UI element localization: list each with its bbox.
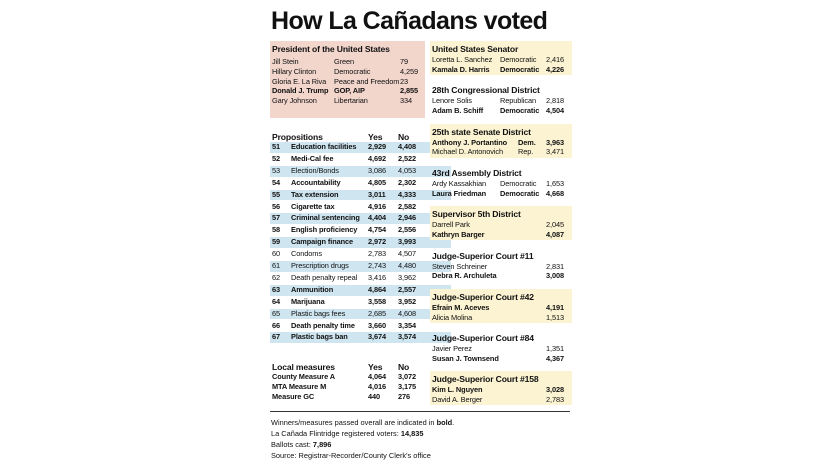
local-measure-row	[270, 372, 451, 382]
race-box	[430, 248, 572, 282]
proposition-name: Education facilities	[291, 142, 357, 151]
proposition-no: 2,557	[398, 284, 416, 294]
candidate-row	[432, 344, 570, 354]
proposition-name: Prescription drugs	[291, 261, 349, 270]
proposition-name: Death penalty repeal	[291, 272, 358, 282]
proposition-no: 2,582	[398, 201, 416, 211]
race-header: 43rd Assembly District	[432, 167, 522, 178]
candidate-votes: 2,818	[546, 96, 564, 106]
candidate-row	[432, 106, 570, 116]
race-box	[430, 124, 572, 158]
candidate-name: Susan J. Townsend	[432, 353, 499, 363]
candidate-row	[432, 354, 570, 364]
candidate-name: Gloria E. La Riva	[272, 76, 327, 86]
race-box	[430, 206, 572, 240]
race-box	[430, 82, 572, 116]
candidate-row	[272, 57, 423, 67]
candidate-row	[432, 303, 570, 313]
candidate-name: Donald J. Trump	[272, 86, 329, 96]
candidate-name: Kamala D. Harris	[432, 64, 490, 74]
local-header: Local measures	[272, 362, 335, 372]
proposition-number: 65	[272, 308, 281, 318]
proposition-yes: 3,416	[368, 272, 386, 282]
proposition-yes: 2,743	[368, 261, 386, 270]
proposition-yes: 2,783	[368, 249, 386, 259]
candidate-name: Gary Johnson	[272, 96, 317, 106]
race-rows	[432, 385, 570, 405]
measure-no: 3,072	[398, 372, 416, 381]
measure-yes: 4,064	[368, 372, 386, 381]
candidate-name: Michael D. Antonovich	[432, 147, 504, 157]
proposition-row	[270, 142, 451, 153]
proposition-yes: 4,754	[368, 225, 386, 235]
candidate-votes: 4,191	[546, 302, 564, 312]
race-rows	[432, 179, 570, 199]
proposition-name: Election/Bonds	[291, 165, 339, 175]
candidate-votes: 1,351	[546, 344, 564, 354]
proposition-no: 2,556	[398, 225, 416, 235]
candidate-party: Rep.	[518, 147, 534, 157]
page-title: How La Cañadans voted	[271, 7, 548, 35]
race-rows	[432, 344, 570, 364]
proposition-name: Campaign finance	[291, 237, 354, 247]
candidate-votes: 4,367	[546, 353, 564, 363]
candidate-votes: 3,963	[546, 137, 564, 147]
propositions-table	[270, 129, 451, 349]
candidate-row	[432, 313, 570, 323]
proposition-row	[270, 213, 451, 224]
measure-no: 3,175	[398, 382, 416, 391]
proposition-row	[270, 225, 451, 236]
proposition-number: 52	[272, 153, 281, 163]
candidate-party: GOP, AIP	[334, 86, 365, 96]
president-rows	[272, 57, 423, 106]
proposition-row	[270, 249, 451, 260]
proposition-no: 4,333	[398, 189, 416, 199]
proposition-number: 59	[272, 237, 281, 247]
candidate-row	[432, 271, 570, 281]
candidate-name: David A. Berger	[432, 395, 483, 405]
race-rows	[432, 138, 570, 158]
proposition-row	[270, 297, 451, 308]
race-box	[430, 165, 572, 199]
measure-name: MTA Measure M	[272, 382, 327, 391]
race-rows	[432, 303, 570, 323]
candidate-name: Hillary Clinton	[272, 66, 317, 76]
proposition-yes: 3,674	[368, 332, 386, 342]
candidate-name: Alicia Molina	[432, 312, 473, 322]
proposition-no: 4,053	[398, 165, 416, 175]
candidate-name: Kim L. Nguyen	[432, 385, 483, 395]
proposition-number: 58	[272, 225, 281, 235]
candidate-party: Green	[334, 57, 355, 66]
candidate-name: Adam B. Schiff	[432, 106, 484, 116]
proposition-number: 51	[272, 142, 281, 151]
proposition-row	[270, 261, 451, 272]
proposition-row	[270, 190, 451, 201]
candidate-votes: 2,416	[546, 55, 564, 64]
candidate-name: Darrell Park	[432, 220, 470, 230]
proposition-name: Plastic bags ban	[291, 332, 348, 342]
proposition-no: 2,302	[398, 177, 416, 187]
candidate-votes: 2,855	[400, 86, 418, 96]
proposition-no: 2,522	[398, 153, 416, 163]
candidate-row	[432, 65, 570, 75]
measure-name: County Measure A	[272, 372, 336, 381]
candidate-name: Kathryn Barger	[432, 229, 485, 239]
proposition-name: Medi-Cal fee	[291, 153, 334, 163]
proposition-yes: 3,558	[368, 296, 386, 306]
proposition-row	[270, 178, 451, 189]
candidate-party: Democratic	[500, 106, 540, 116]
proposition-yes: 2,929	[368, 142, 386, 151]
propositions-yes-header: Yes	[368, 132, 383, 142]
candidate-name: Steven Schreiner	[432, 261, 488, 271]
local-yes-header: Yes	[368, 362, 383, 372]
proposition-name: Ammunition	[291, 284, 334, 294]
race-header: Judge-Superior Court #84	[432, 333, 534, 344]
candidate-votes: 2,783	[546, 395, 564, 405]
candidate-votes: 1,653	[546, 178, 564, 188]
proposition-number: 57	[272, 213, 281, 223]
proposition-row	[270, 309, 451, 320]
local-measure-row	[270, 382, 451, 392]
candidate-party: Democratic	[500, 178, 537, 188]
candidate-votes: 4,259	[400, 66, 418, 76]
footer-note: Winners/measures passed overall are indicated in bold.	[271, 418, 455, 427]
candidate-party: Democratic	[500, 55, 537, 64]
propositions-no-header: No	[398, 132, 410, 142]
candidate-row	[432, 230, 570, 240]
proposition-name: Condoms	[291, 249, 322, 259]
candidate-votes: 4,087	[546, 229, 564, 239]
proposition-row	[270, 285, 451, 296]
local-measures-table	[270, 360, 451, 404]
president-box	[270, 41, 425, 118]
proposition-number: 53	[272, 165, 281, 175]
proposition-no: 4,480	[398, 261, 416, 270]
proposition-row	[270, 273, 451, 284]
proposition-row	[270, 202, 451, 213]
candidate-party: Peace and Freedom	[334, 76, 400, 86]
proposition-row	[270, 237, 451, 248]
candidate-party: Libertarian	[334, 96, 368, 106]
candidate-party: Democratic	[334, 66, 371, 76]
proposition-no: 3,952	[398, 296, 416, 306]
candidate-row	[432, 96, 570, 106]
candidate-row	[432, 147, 570, 157]
proposition-no: 3,962	[398, 272, 416, 282]
proposition-name: Plastic bags fees	[291, 308, 346, 318]
candidate-votes: 23	[400, 76, 409, 86]
measure-name: Measure GC	[272, 392, 315, 401]
race-header: Judge-Superior Court #42	[432, 291, 534, 302]
candidate-votes: 79	[400, 57, 409, 66]
candidate-party: Democratic	[500, 188, 540, 198]
race-header: United States Senator	[432, 44, 519, 54]
proposition-no: 4,507	[398, 249, 416, 259]
footer-rule	[270, 411, 570, 412]
race-box	[430, 289, 572, 323]
proposition-yes: 3,011	[368, 189, 386, 199]
proposition-yes: 2,685	[368, 308, 386, 318]
footer-source: Source: Registrar-Recorder/County Clerk's office	[271, 451, 431, 460]
candidate-party: Republican	[500, 96, 536, 106]
footer-ballots-cast: Ballots cast: 7,896	[271, 440, 332, 449]
proposition-yes: 3,086	[368, 165, 386, 175]
proposition-yes: 4,805	[368, 177, 386, 187]
candidate-name: Laura Friedman	[432, 188, 487, 198]
proposition-name: Accountability	[291, 177, 341, 187]
candidate-name: Lenore Solis	[432, 96, 472, 106]
proposition-name: Tax extension	[291, 189, 339, 199]
proposition-number: 54	[272, 177, 281, 187]
race-rows	[432, 55, 570, 75]
proposition-number: 63	[272, 284, 281, 294]
candidate-row	[432, 189, 570, 199]
proposition-yes: 2,972	[368, 237, 386, 247]
race-header: Judge-Superior Court #158	[432, 374, 539, 385]
candidate-name: Anthony J. Portantino	[432, 137, 508, 147]
race-header: Supervisor 5th District	[432, 209, 521, 220]
candidate-name: Debra R. Archuleta	[432, 271, 497, 281]
proposition-row	[270, 321, 451, 332]
candidate-name: Loretta L. Sanchez	[432, 55, 493, 64]
proposition-name: Criminal sentencing	[291, 213, 360, 223]
race-box	[430, 330, 572, 364]
candidate-votes: 1,513	[546, 312, 564, 322]
measure-no: 276	[398, 392, 411, 401]
proposition-number: 56	[272, 201, 281, 211]
measure-yes: 4,016	[368, 382, 386, 391]
footer-registered-voters: La Cañada Flintridge registered voters: 14,835	[271, 429, 424, 438]
candidate-party: Democratic	[500, 64, 540, 74]
proposition-number: 67	[272, 332, 281, 342]
proposition-name: Marijuana	[291, 296, 325, 306]
proposition-no: 2,946	[398, 213, 416, 223]
candidate-name: Efrain M. Aceves	[432, 302, 490, 312]
candidate-name: Jill Stein	[272, 57, 299, 66]
proposition-yes: 4,692	[368, 153, 386, 163]
proposition-number: 64	[272, 296, 281, 306]
proposition-yes: 4,916	[368, 201, 386, 211]
proposition-row	[270, 166, 451, 177]
candidate-name: Ardy Kassakhian	[432, 178, 486, 188]
race-header: 28th Congressional District	[432, 85, 540, 96]
candidate-votes: 4,226	[546, 64, 564, 74]
proposition-name: Death penalty time	[291, 320, 355, 330]
candidate-votes: 3,008	[546, 271, 564, 281]
proposition-number: 60	[272, 249, 281, 259]
proposition-yes: 3,660	[368, 320, 386, 330]
candidate-votes: 3,471	[546, 147, 564, 157]
race-rows	[432, 262, 570, 282]
candidate-row	[432, 138, 570, 148]
candidate-row	[272, 86, 423, 96]
proposition-number: 55	[272, 189, 281, 199]
candidate-row	[272, 77, 423, 87]
race-rows	[432, 220, 570, 240]
proposition-no: 3,574	[398, 332, 416, 342]
proposition-no: 3,354	[398, 320, 416, 330]
candidate-row	[432, 179, 570, 189]
proposition-number: 66	[272, 320, 281, 330]
race-box	[430, 371, 572, 405]
candidate-votes: 2,045	[546, 220, 564, 230]
candidate-name: Javier Perez	[432, 344, 472, 354]
candidate-votes: 2,831	[546, 261, 564, 271]
propositions-header: Propositions	[272, 132, 323, 142]
proposition-row	[270, 332, 451, 343]
president-header: President of the United States	[272, 44, 390, 54]
candidate-row	[432, 395, 570, 405]
candidate-row	[432, 220, 570, 230]
candidate-row	[432, 262, 570, 272]
candidate-votes: 3,028	[546, 385, 564, 395]
proposition-yes: 4,404	[368, 213, 386, 223]
candidate-row	[272, 96, 423, 106]
local-no-header: No	[398, 362, 410, 372]
proposition-no: 3,993	[398, 237, 416, 247]
proposition-no: 4,408	[398, 142, 416, 151]
proposition-name: English proficiency	[291, 225, 358, 235]
proposition-name: Cigarette tax	[291, 201, 335, 211]
candidate-votes: 4,504	[546, 106, 564, 116]
proposition-number: 61	[272, 261, 281, 270]
candidate-row	[432, 385, 570, 395]
measure-yes: 440	[368, 392, 381, 401]
race-header: Judge-Superior Court #11	[432, 250, 534, 261]
candidate-row	[432, 55, 570, 65]
proposition-no: 4,608	[398, 308, 416, 318]
race-rows	[432, 96, 570, 116]
proposition-yes: 4,864	[368, 284, 386, 294]
proposition-number: 62	[272, 272, 281, 282]
race-box	[430, 41, 572, 75]
candidate-party: Dem.	[518, 137, 536, 147]
local-measure-row	[270, 392, 451, 402]
candidate-votes: 4,668	[546, 188, 564, 198]
proposition-row	[270, 154, 451, 165]
race-header: 25th state Senate District	[432, 126, 531, 137]
candidate-votes: 334	[400, 96, 413, 106]
candidate-row	[272, 67, 423, 77]
